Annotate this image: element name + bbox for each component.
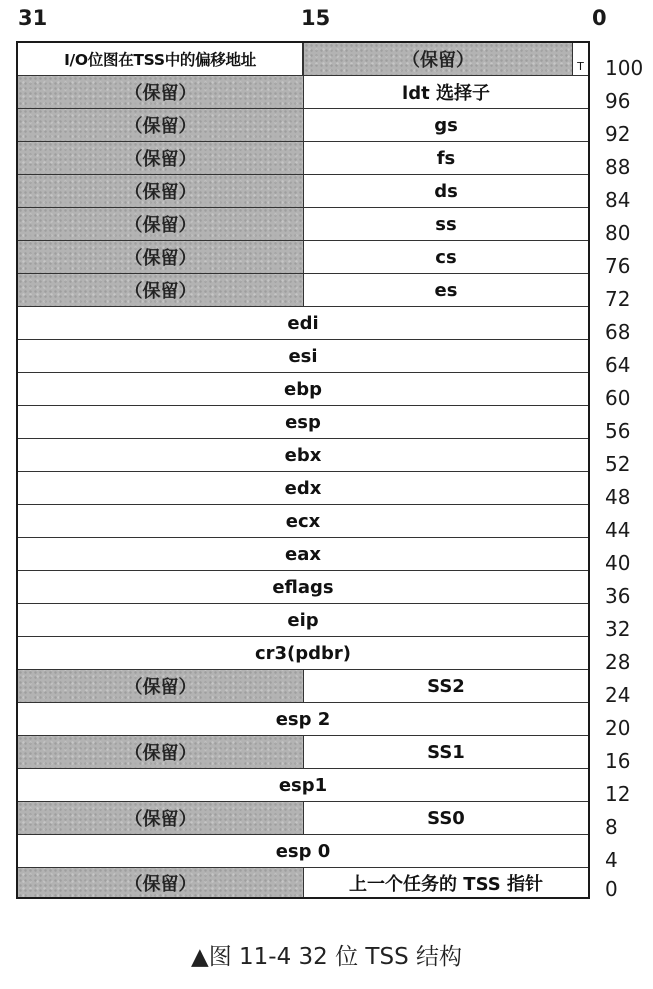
ebx-field: ebx	[284, 444, 322, 466]
row-offset-52	[18, 439, 588, 472]
esp2-field: esp 2	[275, 708, 331, 730]
offset-label: 20	[605, 716, 631, 740]
row-offset-56	[18, 406, 588, 439]
edx-field: edx	[284, 477, 322, 499]
figure-caption: ▲图 11-4 32 位 TSS 结构	[191, 944, 462, 970]
t-flag-field: T	[572, 43, 588, 75]
row-offset-88	[18, 142, 588, 175]
eip-field: eip	[287, 609, 319, 631]
offset-label: 68	[605, 320, 631, 344]
reserved-field: （保留）	[18, 802, 303, 834]
offset-label: 8	[605, 815, 618, 839]
ss1-field: SS1	[303, 736, 588, 768]
ebp-field: ebp	[284, 378, 322, 400]
ds-field: ds	[303, 175, 588, 207]
es-field: es	[303, 274, 588, 306]
eax-field: eax	[285, 543, 321, 565]
row-offset-24	[18, 670, 588, 703]
reserved-field: （保留）	[18, 76, 303, 108]
row-offset-64	[18, 340, 588, 373]
bit-15-label: 15	[301, 6, 331, 30]
row-offset-72	[18, 274, 588, 307]
row-offset-44	[18, 505, 588, 538]
offset-label: 56	[605, 419, 631, 443]
row-offset-32	[18, 604, 588, 637]
row-offset-68	[18, 307, 588, 340]
reserved-field: （保留）	[18, 868, 303, 897]
offset-label: 96	[605, 89, 631, 113]
row-offset-0	[18, 868, 588, 897]
ecx-field: ecx	[285, 510, 321, 532]
row-offset-8	[18, 802, 588, 835]
offset-label: 44	[605, 518, 631, 542]
edi-field: edi	[287, 312, 319, 334]
row-offset-36	[18, 571, 588, 604]
esp0-field: esp 0	[275, 840, 331, 862]
row-offset-92	[18, 109, 588, 142]
row-offset-28	[18, 637, 588, 670]
offset-label: 0	[605, 877, 618, 901]
offset-label: 52	[605, 452, 631, 476]
offset-label: 60	[605, 386, 631, 410]
row-offset-96	[18, 76, 588, 109]
offset-label: 80	[605, 221, 631, 245]
offset-label: 92	[605, 122, 631, 146]
row-offset-100	[18, 43, 588, 76]
esp-field: esp	[285, 411, 321, 433]
cs-field: cs	[303, 241, 588, 273]
row-offset-60	[18, 373, 588, 406]
offset-label: 100	[605, 56, 644, 80]
row-offset-4	[18, 835, 588, 868]
reserved-field: （保留）	[303, 43, 572, 75]
tss-structure-table	[16, 41, 590, 899]
offset-label: 76	[605, 254, 631, 278]
eflags-field: eflags	[272, 576, 334, 598]
reserved-field: （保留）	[18, 175, 303, 207]
ldt-selector-field: ldt 选择子	[303, 76, 588, 108]
offset-label: 16	[605, 749, 631, 773]
row-offset-48	[18, 472, 588, 505]
offset-label: 12	[605, 782, 631, 806]
ss0-field: SS0	[303, 802, 588, 834]
row-offset-16	[18, 736, 588, 769]
offset-label: 72	[605, 287, 631, 311]
previous-task-link-field: 上一个任务的 TSS 指针	[303, 868, 588, 897]
row-offset-76	[18, 241, 588, 274]
bit-31-label: 31	[18, 6, 48, 30]
offset-label: 24	[605, 683, 631, 707]
ss-field: ss	[303, 208, 588, 240]
reserved-field: （保留）	[18, 736, 303, 768]
row-offset-20	[18, 703, 588, 736]
reserved-field: （保留）	[18, 142, 303, 174]
reserved-field: （保留）	[18, 670, 303, 702]
io-bitmap-offset-field: I/O位图在TSS中的偏移地址	[18, 43, 303, 75]
offset-label: 40	[605, 551, 631, 575]
offset-label: 4	[605, 848, 618, 872]
esi-field: esi	[288, 345, 318, 367]
reserved-field: （保留）	[18, 208, 303, 240]
offset-label: 32	[605, 617, 631, 641]
row-offset-80	[18, 208, 588, 241]
row-offset-40	[18, 538, 588, 571]
row-offset-84	[18, 175, 588, 208]
reserved-field: （保留）	[18, 274, 303, 306]
cr3-pdbr-field: cr3(pdbr)	[254, 642, 352, 664]
offset-label: 84	[605, 188, 631, 212]
fs-field: fs	[303, 142, 588, 174]
offset-label: 28	[605, 650, 631, 674]
offset-label: 88	[605, 155, 631, 179]
row-offset-12	[18, 769, 588, 802]
offset-label: 48	[605, 485, 631, 509]
ss2-field: SS2	[303, 670, 588, 702]
offset-label: 36	[605, 584, 631, 608]
reserved-field: （保留）	[18, 241, 303, 273]
offset-label: 64	[605, 353, 631, 377]
gs-field: gs	[303, 109, 588, 141]
esp1-field: esp1	[278, 774, 328, 796]
bit-0-label: 0	[592, 6, 607, 30]
reserved-field: （保留）	[18, 109, 303, 141]
